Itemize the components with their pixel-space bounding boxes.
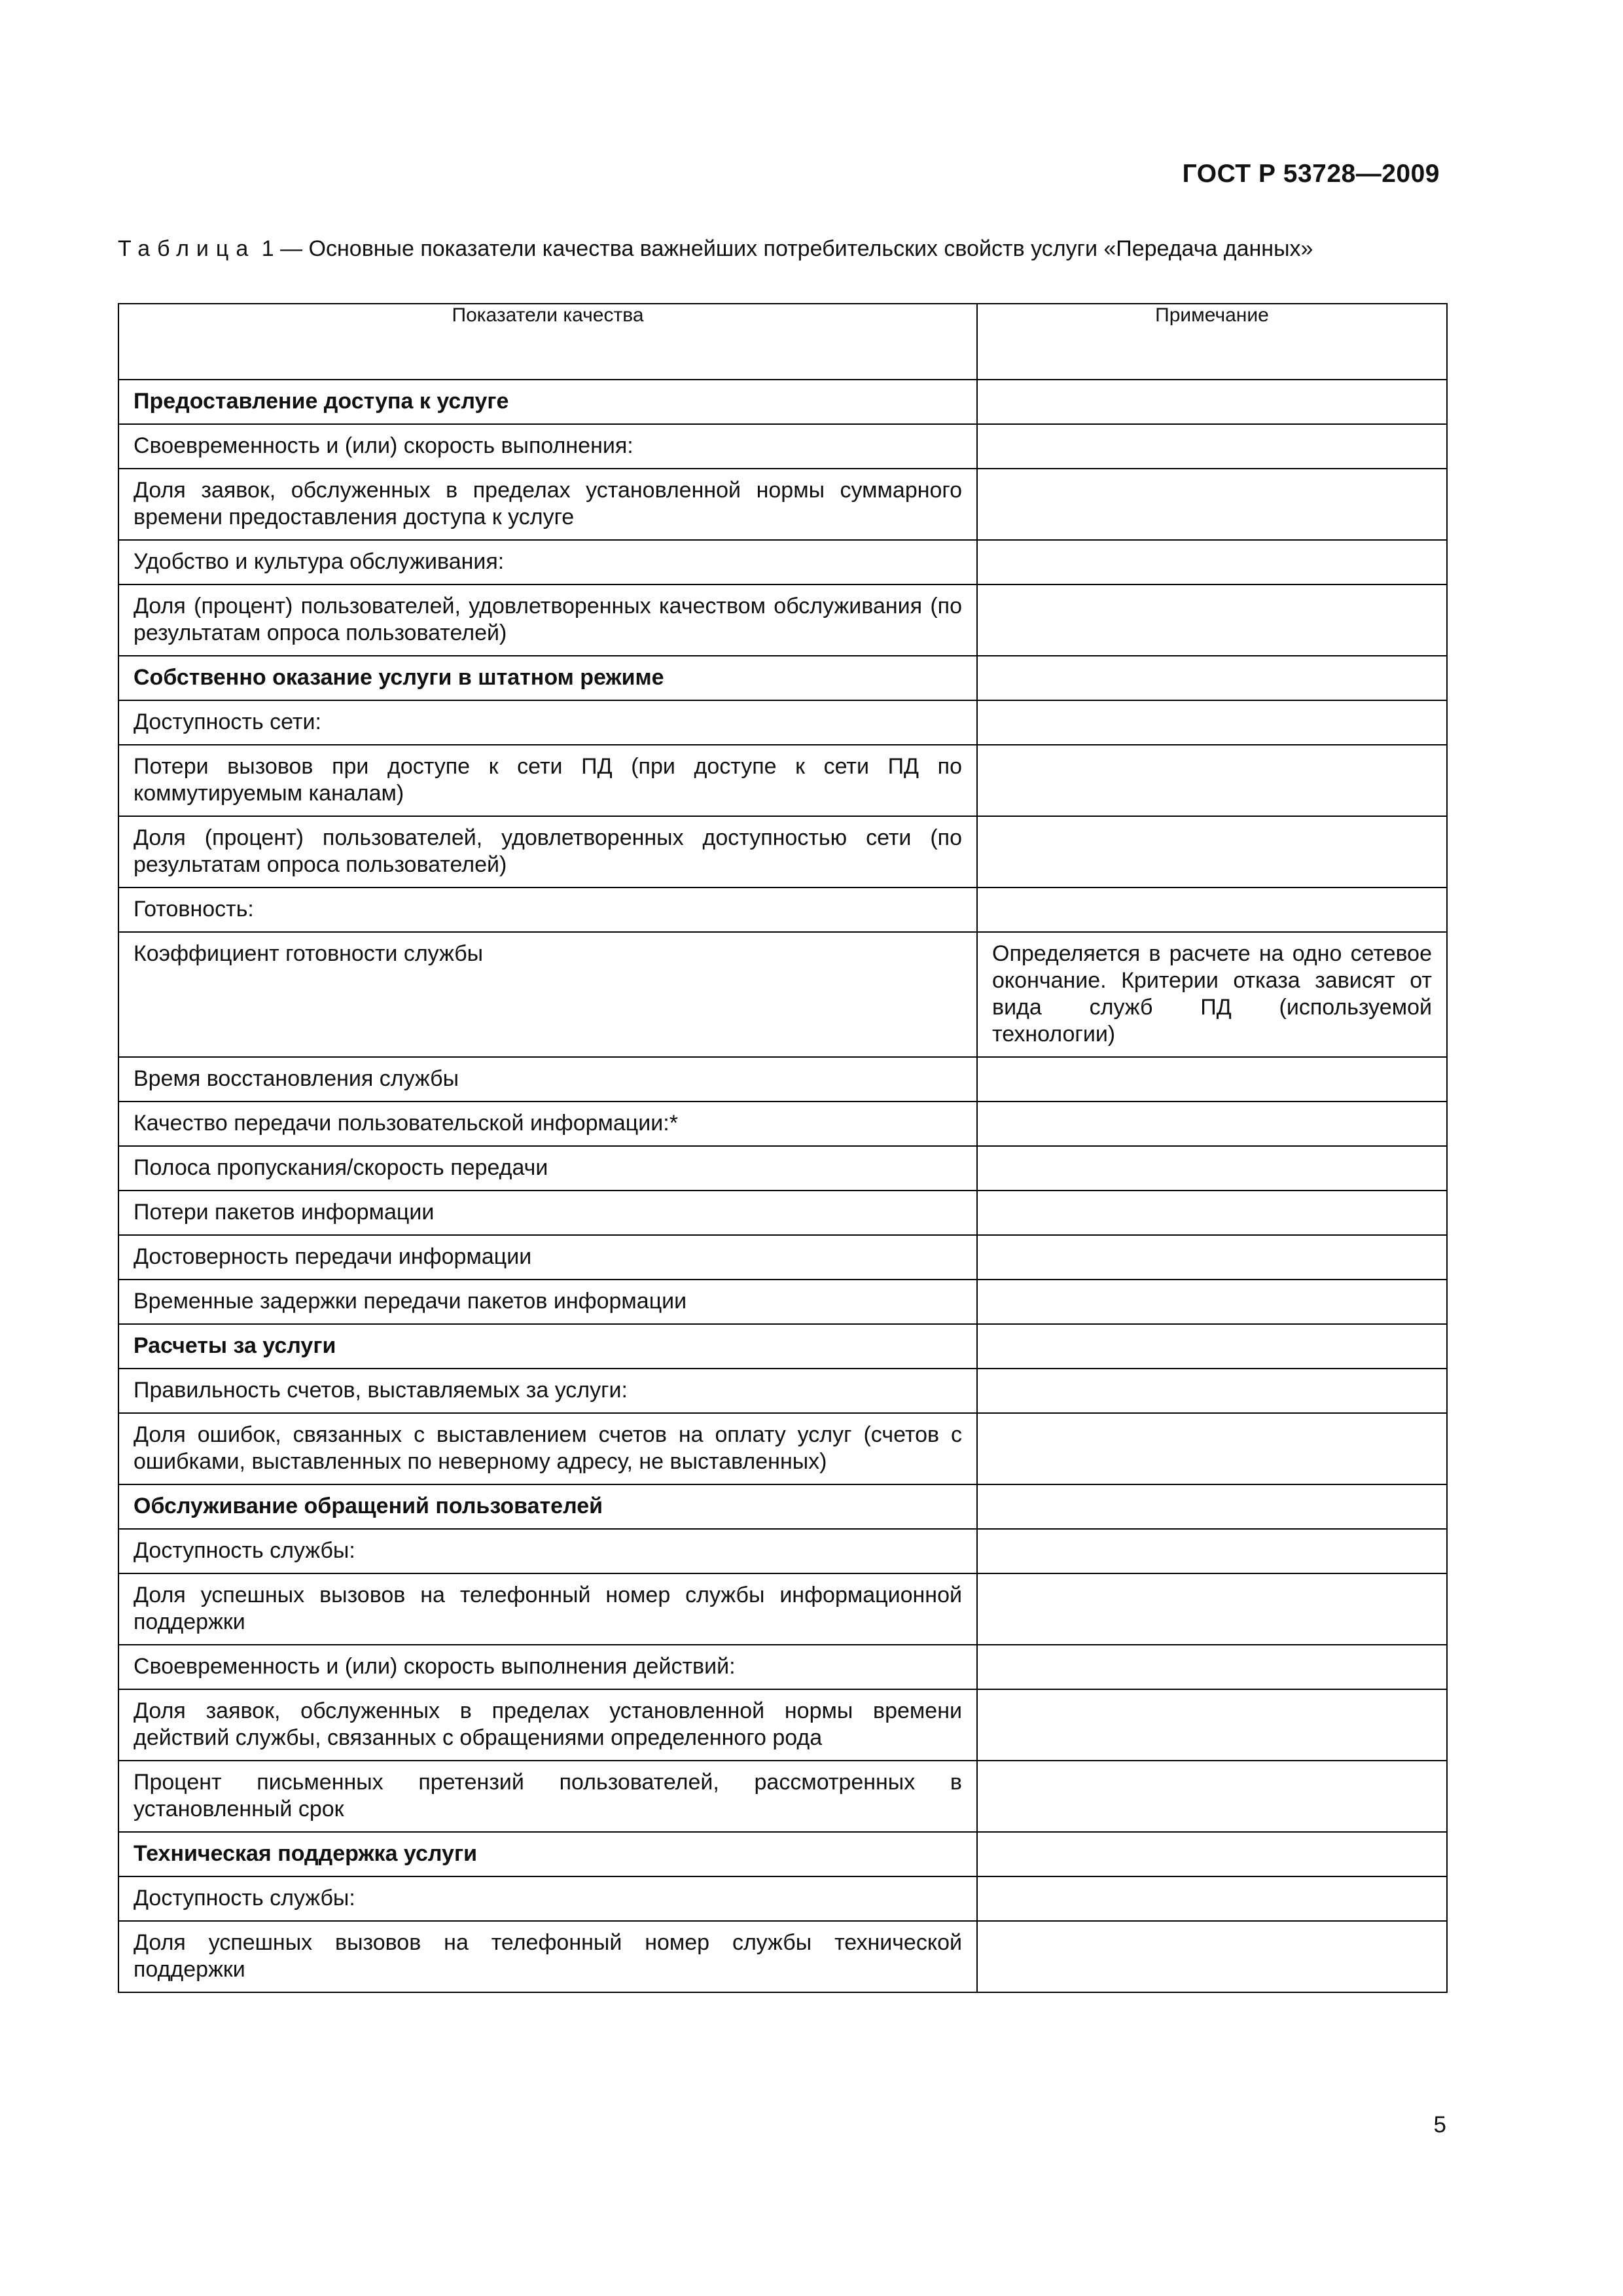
indicator-cell: Доля успешных вызовов на телефонный номер службы информационной поддержки bbox=[118, 1573, 977, 1645]
column-header-indicators: Показатели качества bbox=[118, 304, 977, 380]
note-cell bbox=[977, 1057, 1447, 1102]
indicator-cell: Доля (процент) пользователей, удовлетворенных качеством обслуживания (по результатам опроса пользователей) bbox=[118, 584, 977, 656]
table-row bbox=[118, 1832, 1447, 1876]
indicator-cell: Готовность: bbox=[118, 888, 977, 932]
note-cell bbox=[977, 1573, 1447, 1645]
note-cell bbox=[977, 656, 1447, 700]
indicator-cell: Потери вызовов при доступе к сети ПД (при доступе к сети ПД по коммутируемым каналам) bbox=[118, 745, 977, 816]
note-cell bbox=[977, 745, 1447, 816]
table-row bbox=[118, 700, 1447, 745]
column-header-note: Примечание bbox=[977, 304, 1447, 380]
indicator-cell: Своевременность и (или) скорость выполнения действий: bbox=[118, 1645, 977, 1689]
table-row bbox=[118, 1529, 1447, 1573]
table-row bbox=[118, 540, 1447, 584]
table-row bbox=[118, 888, 1447, 932]
table-row bbox=[118, 1191, 1447, 1235]
indicator-cell: Доступность службы: bbox=[118, 1529, 977, 1573]
note-cell bbox=[977, 816, 1447, 888]
note-cell bbox=[977, 1645, 1447, 1689]
indicator-cell: Качество передачи пользовательской информации:* bbox=[118, 1102, 977, 1146]
note-cell bbox=[977, 1413, 1447, 1484]
note-cell bbox=[977, 424, 1447, 469]
table-row bbox=[118, 1761, 1447, 1832]
table-row bbox=[118, 1235, 1447, 1280]
indicator-cell: Доля (процент) пользователей, удовлетворенных доступностью сети (по результатам опроса пользователей) bbox=[118, 816, 977, 888]
indicator-cell: Время восстановления службы bbox=[118, 1057, 977, 1102]
table-row bbox=[118, 1369, 1447, 1413]
table-caption-label: Таблица bbox=[118, 236, 256, 261]
note-cell bbox=[977, 469, 1447, 540]
indicator-cell: Доля успешных вызовов на телефонный номер службы технической поддержки bbox=[118, 1921, 977, 1992]
indicator-cell: Обслуживание обращений пользователей bbox=[118, 1484, 977, 1529]
note-cell bbox=[977, 584, 1447, 656]
indicator-cell: Доступность сети: bbox=[118, 700, 977, 745]
table-row bbox=[118, 1413, 1447, 1484]
note-cell bbox=[977, 540, 1447, 584]
table-caption bbox=[118, 236, 1420, 262]
indicator-cell: Доля заявок, обслуженных в пределах установленной нормы времени действий службы, связанных с обращениями определенного рода bbox=[118, 1689, 977, 1761]
table-row bbox=[118, 745, 1447, 816]
note-cell bbox=[977, 1484, 1447, 1529]
note-cell bbox=[977, 1369, 1447, 1413]
table-row bbox=[118, 469, 1447, 540]
table-row bbox=[118, 424, 1447, 469]
table-row bbox=[118, 1324, 1447, 1369]
table-row bbox=[118, 1573, 1447, 1645]
indicator-cell: Собственно оказание услуги в штатном режиме bbox=[118, 656, 977, 700]
note-cell bbox=[977, 1832, 1447, 1876]
note-cell bbox=[977, 1689, 1447, 1761]
indicator-cell: Своевременность и (или) скорость выполнения: bbox=[118, 424, 977, 469]
note-cell bbox=[977, 1761, 1447, 1832]
indicator-cell: Предоставление доступа к услуге bbox=[118, 380, 977, 424]
indicator-cell: Временные задержки передачи пакетов информации bbox=[118, 1280, 977, 1324]
table-row bbox=[118, 584, 1447, 656]
table-row bbox=[118, 1057, 1447, 1102]
note-cell bbox=[977, 380, 1447, 424]
table-row bbox=[118, 1645, 1447, 1689]
note-cell bbox=[977, 1876, 1447, 1921]
note-cell bbox=[977, 1191, 1447, 1235]
indicator-cell: Потери пакетов информации bbox=[118, 1191, 977, 1235]
note-cell bbox=[977, 1529, 1447, 1573]
note-cell: Определяется в расчете на одно сетевое окончание. Критерии отказа зависят от вида служб ПД (используемой технологии) bbox=[977, 932, 1447, 1057]
indicator-cell: Расчеты за услуги bbox=[118, 1324, 977, 1369]
note-cell bbox=[977, 1921, 1447, 1992]
table-row bbox=[118, 1876, 1447, 1921]
indicator-cell: Правильность счетов, выставляемых за услуги: bbox=[118, 1369, 977, 1413]
indicator-cell: Удобство и культура обслуживания: bbox=[118, 540, 977, 584]
note-cell bbox=[977, 1324, 1447, 1369]
table-row bbox=[118, 1146, 1447, 1191]
page-number: 5 bbox=[1433, 2112, 1446, 2138]
table-row bbox=[118, 656, 1447, 700]
table-row bbox=[118, 1280, 1447, 1324]
note-cell bbox=[977, 1146, 1447, 1191]
quality-indicators-table bbox=[118, 303, 1448, 1993]
indicator-cell: Достоверность передачи информации bbox=[118, 1235, 977, 1280]
table-row bbox=[118, 1689, 1447, 1761]
indicator-cell: Доля ошибок, связанных с выставлением счетов на оплату услуг (счетов с ошибками, выставленных по неверному адресу, не выставленных) bbox=[118, 1413, 977, 1484]
note-cell bbox=[977, 1280, 1447, 1324]
table-row bbox=[118, 1102, 1447, 1146]
indicator-cell: Доля заявок, обслуженных в пределах установленной нормы суммарного времени предоставления доступа к услуге bbox=[118, 469, 977, 540]
table-header-row bbox=[118, 304, 1447, 380]
note-cell bbox=[977, 700, 1447, 745]
note-cell bbox=[977, 1235, 1447, 1280]
table-row bbox=[118, 380, 1447, 424]
table-row bbox=[118, 816, 1447, 888]
table-row bbox=[118, 932, 1447, 1057]
table-row bbox=[118, 1484, 1447, 1529]
document-code: ГОСТ Р 53728—2009 bbox=[1182, 160, 1440, 188]
table-row bbox=[118, 1921, 1447, 1992]
note-cell bbox=[977, 888, 1447, 932]
indicator-cell: Доступность службы: bbox=[118, 1876, 977, 1921]
indicator-cell: Процент письменных претензий пользователей, рассмотренных в установленный срок bbox=[118, 1761, 977, 1832]
indicator-cell: Техническая поддержка услуги bbox=[118, 1832, 977, 1876]
note-cell bbox=[977, 1102, 1447, 1146]
indicator-cell: Полоса пропускания/скорость передачи bbox=[118, 1146, 977, 1191]
table-caption-text: 1 — Основные показатели качества важнейших потребительских свойств услуги «Передача данных» bbox=[255, 236, 1313, 261]
indicator-cell: Коэффициент готовности службы bbox=[118, 932, 977, 1057]
